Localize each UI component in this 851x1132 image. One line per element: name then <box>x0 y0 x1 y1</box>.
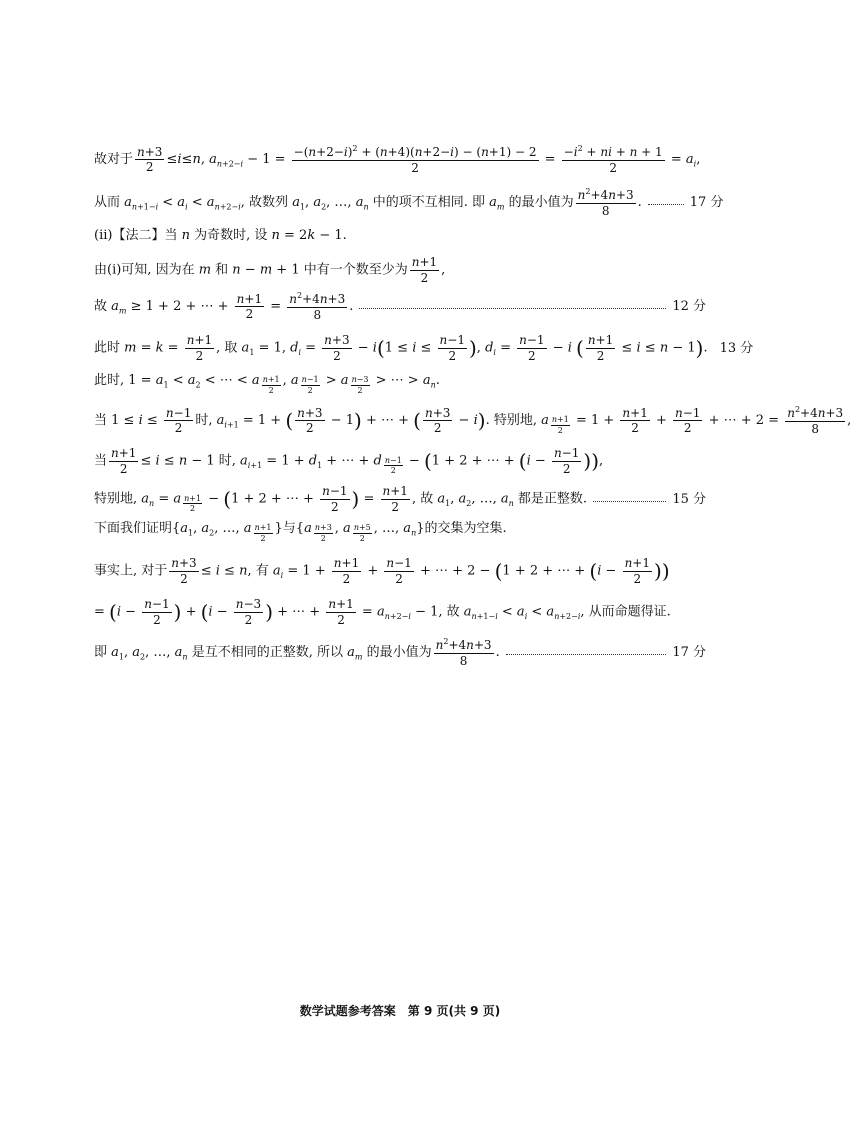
score-label: 17 分 <box>689 195 724 211</box>
dot-leader <box>593 501 666 502</box>
solution-line-13: = (i − $\frac{n-1}{2}$ ) + (i − $\frac{n-3}{2}$ ) + ⋯ + $\frac{n+1}{2}$ = $a_{n+2-i} - 1$, 故 $a_{n+1-i} < a_i < a_{n+2-i}$, 从而命题得证. <box>94 597 671 627</box>
solution-line-5: 故 $a_m \ge 1 + 2$ + ⋯ + $\frac{n+1}{2}$ = $\frac{n^2+4n+3}{8}$ . 12 分 <box>94 291 706 322</box>
page-footer: 数学试题参考答案 第 9 页(共 9 页) <box>299 1004 501 1018</box>
solution-line-9: 当 $\frac{n+1}{2}$ ≤ i ≤ n − 1 时, $a_{i+1} = 1 + d_1$ + ⋯ + d $_{\frac{n-1}{2}}$ − (1 + 2 + ⋯ + (i − $\frac{n-1}{2}$ )), <box>94 446 604 476</box>
solution-line-3: (ⅱ)【法二】当 n 为奇数时, 设 n = 2k − 1. <box>94 228 347 243</box>
solution-line-2: 从而 $a_{n+1-i} < a_i < a_{n+2-i}$, 故数列 $a_1$, $a_2$, …, $a_n$ 中的项不互相同. 即 $a_m$ 的最小值为 $\frac{n^2+4n+3}{8}$ . 17 分 <box>94 187 724 218</box>
solution-line-4: 由(ⅰ)可知, 因为在 m 和 n − m + 1 中有一个数至少为 $\frac{n+1}{2}$ , <box>94 255 446 285</box>
solution-line-11: 下面我们证明{$a_1$, $a_2$, …, a $_{\frac{n+1}{2}}$ }与{a $_{\frac{n+3}{2}}$ , a $_{\frac{n+5}{2}}$ , …, $a_n$}的交集为空集. <box>94 521 507 543</box>
dot-leader <box>506 654 667 655</box>
dot-leader <box>648 204 684 205</box>
solution-line-12: 事实上, 对于 $\frac{n+3}{2}$ ≤ i ≤ n, 有 $a_i = 1$ + $\frac{n+1}{2}$ + $\frac{n-1}{2}$ + ⋯ + 2 − (1 + 2 + ⋯ + (i − $\frac{n+1}{2}$ )) <box>94 556 670 586</box>
score-label: 15 分 <box>672 491 706 507</box>
score-label: 12 分 <box>672 299 706 315</box>
score-label: 17 分 <box>672 645 706 661</box>
solution-line-6: 此时 m = k = $\frac{n+1}{2}$ , 取 $a_1 = 1$, $d_i$ = $\frac{n+3}{2}$ − i(1 ≤ i ≤ $\frac{n-1}{2}$ ), $d_i$ = $\frac{n-1}{2}$ − i ( $\frac{n+1}{2}$ ≤ i ≤ n − 1). 13 分 <box>94 333 754 363</box>
solution-line-1: 故对于 $\frac{n+3}{2}$ ≤i≤n, $a_{n+2-i} - 1$ = $\frac{-(n+2-i)^2 + (n+4)(n+2-i) - (n+1) - 2}{2}$ = $\frac{-i^2 + ni + n + 1}{2}$ = $a_i$, <box>94 144 701 175</box>
score-label: 13 分 <box>719 340 754 356</box>
solution-line-10: 特别地, $a_n = a$ $_{\frac{n+1}{2}}$ − (1 + 2 + ⋯ + $\frac{n-1}{2}$ ) = $\frac{n+1}{2}$ , 故 $a_1$, $a_2$, …, $a_n$ 都是正整数. 15 分 <box>94 484 706 514</box>
dot-leader <box>359 308 666 309</box>
solution-line-8: 当 1 ≤ i ≤ $\frac{n-1}{2}$ 时, $a_{i+1} = 1$ + ( $\frac{n+3}{2}$ − 1) + ⋯ + ( $\frac{n+3}{2}$ − i). 特别地, a $_{\frac{n+1}{2}}$ = 1 + $\frac{n+1}{2}$ + $\frac{n-1}{2}$ + ⋯ + 2 = $\frac{n^2+4n+3}{8}$ , <box>94 405 851 436</box>
solution-line-7: 此时, $1 = a_1 < a_2$ < ⋯ < a $_{\frac{n+1}{2}}$ , a $_{\frac{n-1}{2}}$ > a $_{\frac{n-3}{2}}$ > ⋯ > $a_n$. <box>94 373 440 395</box>
solution-line-14: 即 $a_1$, $a_2$, …, $a_n$ 是互不相同的正整数, 所以 $a_m$ 的最小值为 $\frac{n^2+4n+3}{8}$ . 17 分 <box>94 637 706 668</box>
